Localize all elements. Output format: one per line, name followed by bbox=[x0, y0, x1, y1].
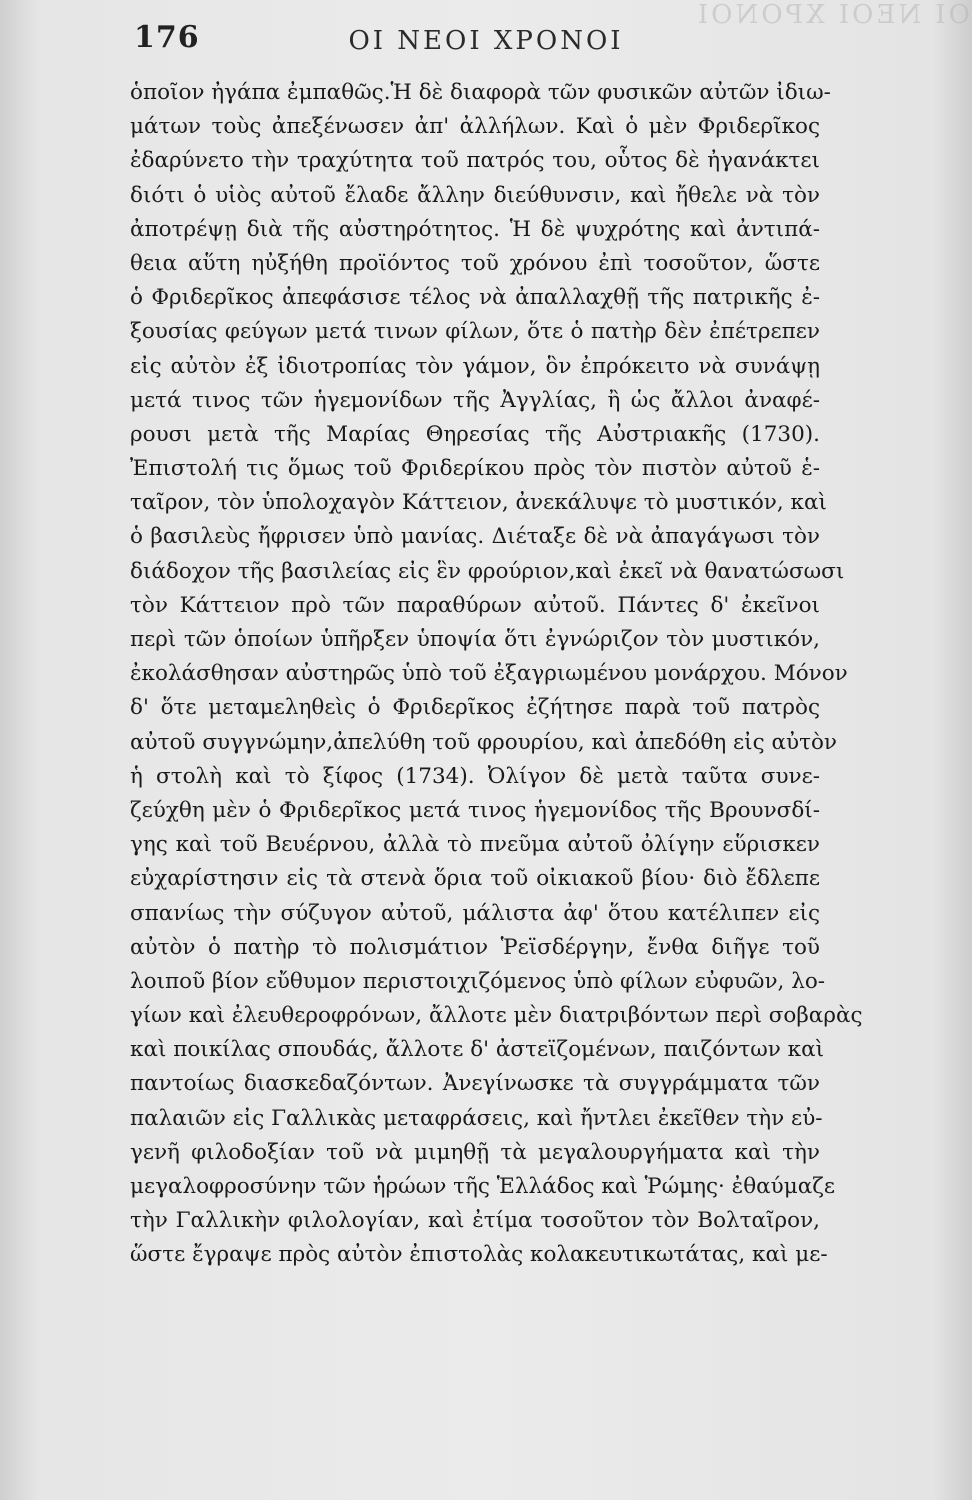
text-line: τὸν Κάττειον πρὸ τῶν παραθύρων αὐτοῦ. Πάντες δ' ἐκεῖνοι bbox=[130, 592, 820, 618]
text-line: αὐτοῦ συγγνώμην,ἀπελύθη τοῦ φρουρίου, καὶ ἀπεδόθη εἰς αὐτὸν bbox=[130, 729, 837, 755]
text-line: τὴν Γαλλικὴν φιλολογίαν, καὶ ἐτίμα τοσοῦτον τὸν Βολταῖρον, bbox=[130, 1208, 820, 1234]
text-line: ἐδαρύνετο τὴν τραχύτητα τοῦ πατρός του, οὗτος δὲ ἠγανάκτει bbox=[130, 148, 820, 174]
text-line: παντοίως διασκεδαζόντων. Ἀνεγίνωσκε τὰ συγγράμματα τῶν bbox=[130, 1071, 820, 1097]
body-text bbox=[130, 76, 863, 1273]
text-line: ὁ βασιλεὺς ἤφρισεν ὑπὸ μανίας. Διέταξε δὲ νὰ ἀπαγάγωσι τὸν bbox=[130, 524, 820, 550]
text-line: μάτων τοὺς ἀπεξένωσεν ἀπ' ἀλλήλων. Καὶ ὁ μὲν Φριδερῖκος bbox=[130, 114, 820, 140]
text-line: καὶ ποικίλας σπουδάς, ἄλλοτε δ' ἀστεϊζομένων, παιζόντων καὶ bbox=[130, 1037, 825, 1063]
text-line: ξουσίας φεύγων μετά τινων φίλων, ὅτε ὁ πατὴρ δὲν ἐπέτρεπεν bbox=[130, 319, 820, 345]
text-line: ρουσι μετὰ τῆς Μαρίας Θηρεσίας τῆς Αὐστριακῆς (1730). bbox=[130, 421, 820, 447]
text-line: θεια αὕτη ηὐξήθη προϊόντος τοῦ χρόνου ἐπὶ τοσοῦτον, ὥστε bbox=[130, 250, 820, 276]
text-line: ταῖρον, τὸν ὑπολοχαγὸν Κάττειον, ἀνεκάλυψε τὸ μυστικόν, καὶ bbox=[130, 490, 827, 516]
text-line: ἐκολάσθησαν αὐστηρῶς ὑπὸ τοῦ ἐξαγριωμένου μονάρχου. Μόνον bbox=[130, 661, 848, 687]
text-line: παλαιῶν εἰς Γαλλικὰς μεταφράσεις, καὶ ἤντλει ἐκεῖθεν τὴν εὐ- bbox=[130, 1105, 823, 1131]
text-line: ὥστε ἔγραψε πρὸς αὐτὸν ἐπιστολὰς κολακευτικωτάτας, καὶ με- bbox=[130, 1242, 828, 1268]
text-line: γης καὶ τοῦ Βευέρνου, ἀλλὰ τὸ πνεῦμα αὐτοῦ ὀλίγην εὕρισκεν bbox=[130, 832, 820, 858]
text-line: μετά τινος τῶν ἡγεμονίδων τῆς Ἀγγλίας, ἢ ὡς ἄλλοι ἀναφέ- bbox=[130, 387, 820, 413]
text-line: γενῆ φιλοδοξίαν τοῦ νὰ μιμηθῇ τὰ μεγαλουργήματα καὶ τὴν bbox=[130, 1139, 820, 1165]
running-title: ΟΙ ΝΕΟΙ ΧΡΟΝΟΙ bbox=[348, 26, 624, 56]
text-line: ζεύχθη μὲν ὁ Φριδερῖκος μετά τινος ἡγεμονίδος τῆς Βρουνσδί- bbox=[130, 797, 820, 823]
text-line: Ἐπιστολή τις ὅμως τοῦ Φριδερίκου πρὸς τὸν πιστὸν αὐτοῦ ἑ- bbox=[130, 456, 820, 482]
text-line: ὁ Φριδερῖκος ἀπεφάσισε τέλος νὰ ἀπαλλαχθῇ τῆς πατρικῆς ἐ- bbox=[130, 285, 820, 311]
text-line: γίων καὶ ἐλευθεροφρόνων, ἄλλοτε μὲν διατριβόντων περὶ σοβαρὰς bbox=[130, 1003, 863, 1029]
text-line: εὐχαρίστησιν εἰς τὰ στενὰ ὅρια τοῦ οἰκιακοῦ βίου· διὸ ἔδλεπε bbox=[130, 866, 820, 892]
text-line: διάδοχον τῆς βασιλείας εἰς ἓν φρούριον,καὶ ἐκεῖ νὰ θανατώσωσι bbox=[130, 558, 845, 584]
text-line: ἡ στολὴ καὶ τὸ ξίφος (1734). Ὀλίγον δὲ μετὰ ταῦτα συνε- bbox=[130, 763, 820, 789]
text-line: δ' ὅτε μεταμεληθεὶς ὁ Φριδερῖκος ἐζήτησε παρὰ τοῦ πατρὸς bbox=[130, 695, 820, 721]
text-line: ὁποῖον ἠγάπα ἐμπαθῶς.Ἡ δὲ διαφορὰ τῶν φυσικῶν αὐτῶν ἰδιω- bbox=[130, 80, 831, 105]
text-line: ἀποτρέψῃ διὰ τῆς αὐστηρότητος. Ἡ δὲ ψυχρότης καὶ ἀντιπά- bbox=[130, 216, 820, 242]
text-line: διότι ὁ υἱὸς αὐτοῦ ἔλαδε ἄλλην διεύθυνσιν, καὶ ἤθελε νὰ τὸν bbox=[130, 182, 820, 208]
page-number: 176 bbox=[134, 20, 200, 55]
text-line: αὐτὸν ὁ πατὴρ τὸ πολισμάτιον Ῥεϊσδέργην, ἔνθα διῆγε τοῦ bbox=[130, 934, 820, 960]
text-line: μεγαλοφροσύνην τῶν ἡρώων τῆς Ἑλλάδος καὶ Ῥώμης· ἐθαύμαζε bbox=[130, 1174, 836, 1199]
text-line: περὶ τῶν ὁποίων ὑπῆρξεν ὑποψία ὅτι ἐγνώριζον τὸν μυστικόν, bbox=[130, 627, 820, 652]
text-line: εἰς αὐτὸν ἐξ ἰδιοτροπίας τὸν γάμον, ὃν ἐπρόκειτο νὰ συνάψῃ bbox=[130, 353, 820, 379]
text-line: λοιποῦ βίον εὔθυμον περιστοιχιζόμενος ὑπὸ φίλων εὐφυῶν, λο- bbox=[130, 968, 826, 994]
text-line: σπανίως τὴν σύζυγον αὐτοῦ, μάλιστα ἀφ' ὅτου κατέλιπεν εἰς bbox=[130, 900, 820, 926]
bleed-through-text: ΟΙ ΝΕΟΙ ΧΡΟΝΟΙ bbox=[694, 0, 970, 30]
